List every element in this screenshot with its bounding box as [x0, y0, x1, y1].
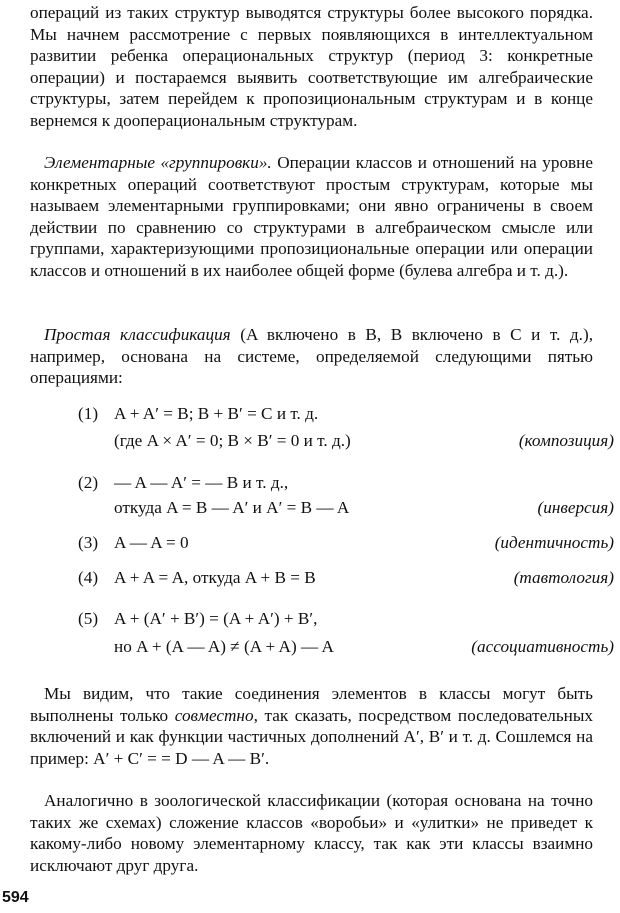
formula-2-line-2 — [78, 497, 618, 519]
paragraph-simple-classification — [30, 324, 593, 389]
formula-5-line-1 — [78, 608, 618, 630]
emphasis-jointly: совместно — [174, 705, 254, 725]
formula-1-expression: A + A′ = B; B + B′ = C и т. д. — [114, 404, 319, 423]
formula-4-label: (тавтология) — [513, 568, 614, 587]
paragraph-elementary-groupings — [30, 152, 593, 282]
paragraph-zoological-classification: Аналогично в зоологической классификации (которая основана на точно таких же схемах) сложение классов «воробьи» и «улитки» не приведет к какому-либо новому элементарному классу, так как эти классы взаимно исключают друг друга. — [30, 791, 593, 875]
paragraph-elementary-groupings-text: Операции классов и отношений на уровне конкретных операций соответствуют простым структурам, которые мы называем элементарными группировками; они явно ограничены в своем действии по сравнению со структурами в алгебраическом смысле или группами, характеризующими пропозициональные операции или операции классов и отношений в их наиболее общей форме (булева алгебра и т. д.). — [30, 153, 593, 280]
formula-1-line-2 — [78, 430, 618, 452]
formula-2-expression: — A — A′ = — B и т. д., — [114, 473, 289, 492]
formula-3-expression: A — A = 0 — [114, 533, 189, 552]
formula-3-number: (3) — [78, 533, 99, 552]
formula-1-label: (композиция) — [518, 431, 614, 450]
formula-5-expression: A + (A′ + B′) = (A + A′) + B′, — [114, 609, 318, 628]
formula-5-line-2 — [78, 636, 618, 658]
formula-4 — [78, 567, 618, 589]
paragraph-intro: операций из таких структур выводятся структуры более высокого порядка. Мы начнем рассмотрение с первых появляющихся в интеллектуальном развитии ребенка операциональных структур (период 3: конкретные операции) и постараемся выявить соответствующие им алгебраические структуры, затем перейдем к пропозициональным структурам и в конце вернемся к дооперациональным структурам. — [30, 3, 593, 130]
formula-4-number: (4) — [78, 568, 99, 587]
paragraph-joint-operations-text-2: , так сказать, посредством последовательных включений и как функции частичных дополнений A′, B′ и т. д. Сошлемся на пример: A′ + C′ = = D — A — B′. — [30, 705, 594, 768]
formula-2-consequence: откуда A = B — A′ и A′ = B — A — [114, 498, 350, 517]
formula-3 — [78, 532, 618, 554]
paragraph-simple-classification-text: (A включено в B, B включено в C и т. д.), например, основана на системе, определяемой следующими пятью операциями: — [30, 325, 593, 388]
formula-2-label: (инверсия) — [537, 498, 614, 517]
section-lead-simple-classification: Простая классификация — [44, 325, 231, 344]
formula-2-line-1 — [78, 472, 618, 494]
paragraph-joint-operations — [30, 683, 593, 769]
section-lead-elementary-groupings: Элементарные «группировки». — [44, 153, 272, 172]
formula-4-expression: A + A = A, откуда A + B = B — [114, 568, 316, 587]
paragraph-joint-operations-text-1: Мы видим, что такие соединения элементов в классы могут быть выполнены только — [30, 684, 593, 725]
formula-5-label: (ассоциативность) — [471, 637, 614, 656]
formula-5-counterexample: но A + (A — A) ≠ (A + A) — A — [114, 637, 334, 656]
formula-1-number: (1) — [78, 404, 99, 423]
formula-5-number: (5) — [78, 609, 99, 628]
formula-2-number: (2) — [78, 473, 99, 492]
page-number: 594 — [2, 889, 29, 906]
formula-3-label: (идентичность) — [494, 533, 614, 552]
formula-1-line-1 — [78, 403, 618, 425]
formula-1-condition: (где A × A′ = 0; B × B′ = 0 и т. д.) — [114, 431, 351, 450]
